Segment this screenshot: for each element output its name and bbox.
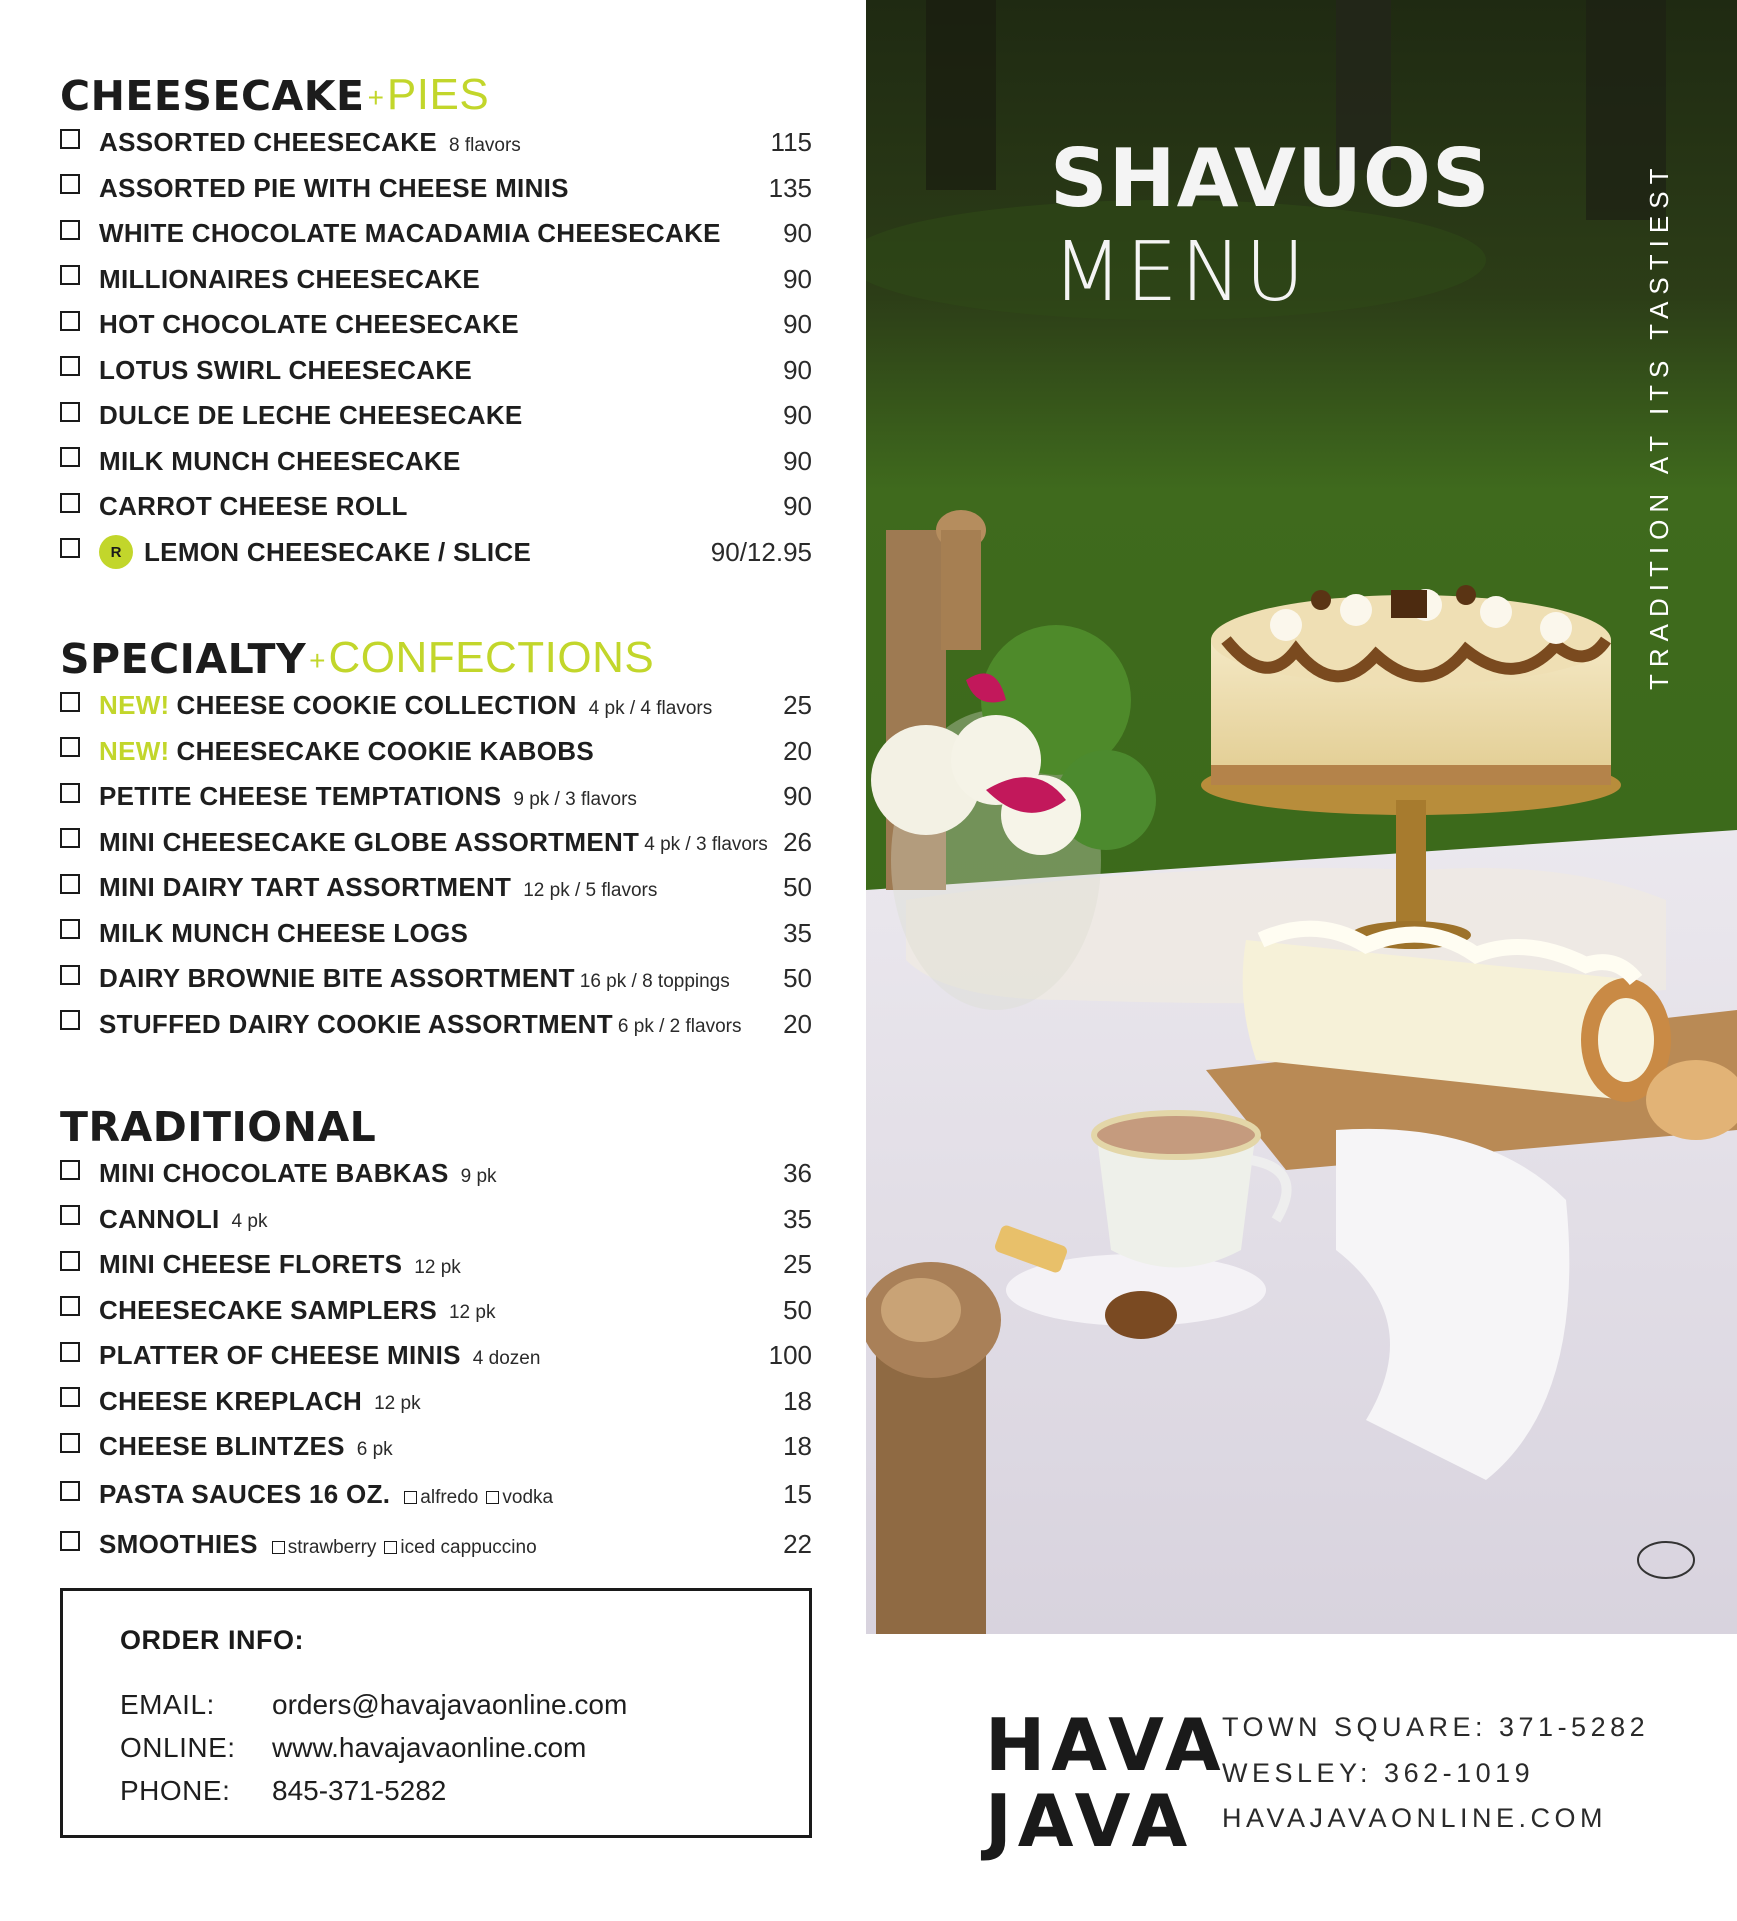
section-title-plus: +	[309, 645, 326, 676]
item-name: CANNOLI	[99, 1203, 220, 1234]
item-price: 20	[783, 1008, 812, 1039]
item-checkbox[interactable]	[60, 783, 80, 803]
item-price: 115	[770, 127, 812, 158]
order-online-row	[120, 1732, 586, 1764]
option-label: strawberry	[287, 1536, 377, 1558]
option-checkbox[interactable]	[404, 1491, 417, 1504]
item-checkbox[interactable]	[60, 965, 80, 985]
footer-website-link[interactable]: HAVAJAVAONLINE.COM	[1222, 1803, 1608, 1833]
item-name: PASTA SAUCES 16 OZ.	[99, 1479, 391, 1509]
order-info-box	[60, 1588, 812, 1838]
option-group	[272, 1537, 537, 1559]
item-name: LEMON CHEESECAKE / SLICE	[144, 536, 532, 567]
item-name: ASSORTED CHEESECAKE	[99, 127, 437, 158]
item-note: 4 pk	[231, 1211, 268, 1233]
item-checkbox[interactable]	[60, 447, 80, 467]
item-price: 90	[783, 400, 812, 431]
item-name: MILK MUNCH CHEESECAKE	[99, 445, 461, 476]
menu-item	[60, 911, 812, 957]
menu-item	[60, 1424, 812, 1470]
section-title-bold: SPECIALTY	[60, 635, 307, 683]
item-name: CARROT CHEESE ROLL	[99, 491, 408, 522]
item-checkbox[interactable]	[60, 493, 80, 513]
item-price: 90	[783, 491, 812, 522]
section-title-specialty	[60, 621, 812, 683]
menu-item	[60, 1242, 812, 1288]
item-name: WHITE CHOCOLATE MACADAMIA CHEESECAKE	[99, 218, 721, 249]
item-price: 90	[783, 781, 812, 812]
new-label: NEW!	[99, 690, 170, 721]
menu-item	[60, 257, 812, 303]
item-checkbox[interactable]	[60, 737, 80, 757]
item-note: 12 pk	[448, 1302, 496, 1324]
item-name: MINI CHEESE FLORETS	[99, 1249, 403, 1280]
section-title-light: CONFECTIONS	[328, 633, 655, 682]
menu-item	[60, 1520, 812, 1570]
menu-item	[60, 1002, 812, 1048]
item-checkbox[interactable]	[60, 874, 80, 894]
item-checkbox[interactable]	[60, 1433, 80, 1453]
menu-item	[60, 393, 812, 439]
item-note: 9 pk / 3 flavors	[513, 788, 637, 810]
item-price: 50	[783, 963, 812, 994]
menu-item	[60, 1470, 812, 1520]
menu-item	[60, 820, 812, 866]
menu-item	[60, 348, 812, 394]
menu-item	[60, 1151, 812, 1197]
item-price: 90	[783, 445, 812, 476]
logo-line-2: JAVA	[985, 1779, 1194, 1863]
item-price: 20	[783, 735, 812, 766]
phone-label: PHONE:	[120, 1775, 231, 1806]
email-link[interactable]: orders@havajavaonline.com	[272, 1689, 628, 1720]
item-note: 16 pk / 8 toppings	[579, 970, 730, 992]
item-checkbox[interactable]	[60, 174, 80, 194]
order-info-title: ORDER INFO:	[120, 1625, 304, 1655]
item-price: 50	[783, 872, 812, 903]
item-note: 4 pk / 3 flavors	[644, 834, 768, 856]
hava-java-logo	[985, 1703, 1227, 1863]
item-checkbox[interactable]	[60, 1342, 80, 1362]
menu-item	[60, 484, 812, 530]
item-price: 18	[783, 1385, 812, 1416]
item-checkbox[interactable]	[60, 1481, 80, 1501]
item-name: MILLIONAIRES CHEESECAKE	[99, 263, 481, 294]
specialty-list	[60, 683, 812, 1047]
item-note: 12 pk	[414, 1256, 461, 1278]
logo-line-1: HAVA	[985, 1703, 1227, 1787]
item-name: CHEESECAKE SAMPLERS	[99, 1294, 437, 1325]
menu-item	[60, 166, 812, 212]
item-checkbox[interactable]	[60, 220, 80, 240]
option-label: iced cappuccino	[400, 1536, 537, 1558]
item-note: 4 dozen	[472, 1347, 541, 1369]
item-checkbox[interactable]	[60, 356, 80, 376]
item-checkbox[interactable]	[60, 1531, 80, 1551]
item-note: 6 pk	[356, 1438, 393, 1460]
item-checkbox[interactable]	[60, 1251, 80, 1271]
item-price: 35	[783, 1203, 812, 1234]
option-checkbox[interactable]	[384, 1541, 397, 1554]
website-link[interactable]: www.havajavaonline.com	[272, 1732, 587, 1763]
item-price: 18	[783, 1431, 812, 1462]
menu-item	[60, 956, 812, 1002]
item-name: MINI CHEESECAKE GLOBE ASSORTMENT	[99, 826, 640, 857]
section-title-plus: +	[367, 82, 384, 113]
menu-item	[60, 120, 812, 166]
menu-item	[60, 865, 812, 911]
item-checkbox[interactable]	[60, 1160, 80, 1180]
item-note: 12 pk	[374, 1393, 421, 1415]
town-square-phone: TOWN SQUARE: 371-5282	[1222, 1712, 1650, 1742]
recommended-badge-icon: R	[99, 535, 133, 569]
item-checkbox[interactable]	[60, 919, 80, 939]
item-price: 36	[783, 1158, 812, 1189]
menu-item	[60, 1197, 812, 1243]
item-name: MINI CHOCOLATE BABKAS	[99, 1158, 449, 1189]
item-checkbox[interactable]	[60, 692, 80, 712]
item-checkbox[interactable]	[60, 1296, 80, 1316]
item-checkbox[interactable]	[60, 828, 80, 848]
item-name: CHEESE BLINTZES	[99, 1431, 345, 1462]
item-price: 26	[783, 826, 812, 857]
traditional-list	[60, 1151, 812, 1570]
item-name: LOTUS SWIRL CHEESECAKE	[99, 354, 473, 385]
item-price: 135	[768, 172, 812, 203]
menu-item	[60, 729, 812, 775]
item-note: 12 pk / 5 flavors	[523, 879, 658, 901]
order-email-row	[120, 1689, 627, 1721]
item-name: DAIRY BROWNIE BITE ASSORTMENT	[99, 963, 575, 994]
section-title-cheesecake	[60, 58, 812, 120]
item-name: MINI DAIRY TART ASSORTMENT	[99, 872, 512, 903]
item-price: 90	[783, 354, 812, 385]
option-checkbox[interactable]	[486, 1491, 499, 1504]
hero-title: SHAVUOS	[1050, 132, 1491, 225]
item-price: 90	[783, 263, 812, 294]
item-name: DULCE DE LECHE CHEESECAKE	[99, 400, 523, 431]
menu-item	[60, 774, 812, 820]
section-title-traditional	[60, 1089, 812, 1151]
menu-item	[60, 683, 812, 729]
item-price: 100	[768, 1340, 812, 1371]
item-name: SMOOTHIES	[99, 1529, 258, 1559]
item-note: 4 pk / 4 flavors	[588, 697, 713, 719]
item-price: 90	[783, 309, 812, 340]
item-price: 22	[783, 1529, 812, 1559]
item-checkbox[interactable]	[60, 1010, 80, 1030]
item-name: CHEESE KREPLACH	[99, 1385, 363, 1416]
section-title-light: PIES	[386, 70, 490, 119]
item-note: 9 pk	[460, 1165, 497, 1187]
wesley-phone: WESLEY: 362-1019	[1222, 1758, 1535, 1788]
option-label: alfredo	[420, 1486, 479, 1508]
item-price: 15	[783, 1479, 812, 1509]
item-note: 6 pk / 2 flavors	[617, 1016, 742, 1038]
menu-item	[60, 1288, 812, 1334]
item-name: STUFFED DAIRY COOKIE ASSORTMENT	[99, 1008, 613, 1039]
option-group	[404, 1487, 553, 1509]
item-name: ASSORTED PIE WITH CHEESE MINIS	[99, 172, 569, 203]
menu-item	[60, 211, 812, 257]
menu-column	[60, 58, 812, 1570]
phone-link[interactable]: 845-371-5282	[272, 1775, 447, 1806]
menu-item	[60, 1379, 812, 1425]
email-label: EMAIL:	[120, 1689, 215, 1720]
menu-item	[60, 439, 812, 485]
item-price: 90	[783, 218, 812, 249]
item-checkbox[interactable]	[60, 265, 80, 285]
hero-tagline: TRADITION AT ITS TASTIEST	[1644, 161, 1674, 690]
item-price: 90/12.95	[710, 536, 812, 567]
item-price: 35	[783, 917, 812, 948]
item-price: 25	[783, 1249, 812, 1280]
item-checkbox[interactable]	[60, 311, 80, 331]
option-label: vodka	[502, 1486, 554, 1508]
item-name: HOT CHOCOLATE CHEESECAKE	[99, 309, 519, 340]
item-price: 25	[783, 690, 812, 721]
hero-subtitle: MENU	[1052, 225, 1308, 320]
item-checkbox[interactable]	[60, 1387, 80, 1407]
item-name: NEW! CHEESE COOKIE COLLECTION	[99, 690, 577, 721]
item-name: MILK MUNCH CHEESE LOGS	[99, 917, 469, 948]
item-name: PETITE CHEESE TEMPTATIONS	[99, 781, 502, 812]
item-note: 8 flavors	[448, 134, 521, 156]
item-checkbox[interactable]	[60, 402, 80, 422]
item-checkbox[interactable]	[60, 538, 80, 558]
new-label: NEW!	[99, 735, 170, 766]
menu-item	[60, 1333, 812, 1379]
section-title-bold: CHEESECAKE	[60, 72, 365, 120]
section-title-bold: TRADITIONAL	[60, 1103, 377, 1151]
item-checkbox[interactable]	[60, 129, 80, 149]
menu-item	[60, 302, 812, 348]
item-name: NEW! CHEESECAKE COOKIE KABOBS	[99, 735, 595, 766]
order-phone-row	[120, 1775, 446, 1807]
item-name: PLATTER OF CHEESE MINIS	[99, 1340, 461, 1371]
menu-item	[60, 530, 812, 576]
option-checkbox[interactable]	[272, 1541, 285, 1554]
item-checkbox[interactable]	[60, 1205, 80, 1225]
cheesecake-list	[60, 120, 812, 575]
item-price: 50	[783, 1294, 812, 1325]
online-label: ONLINE:	[120, 1732, 236, 1763]
